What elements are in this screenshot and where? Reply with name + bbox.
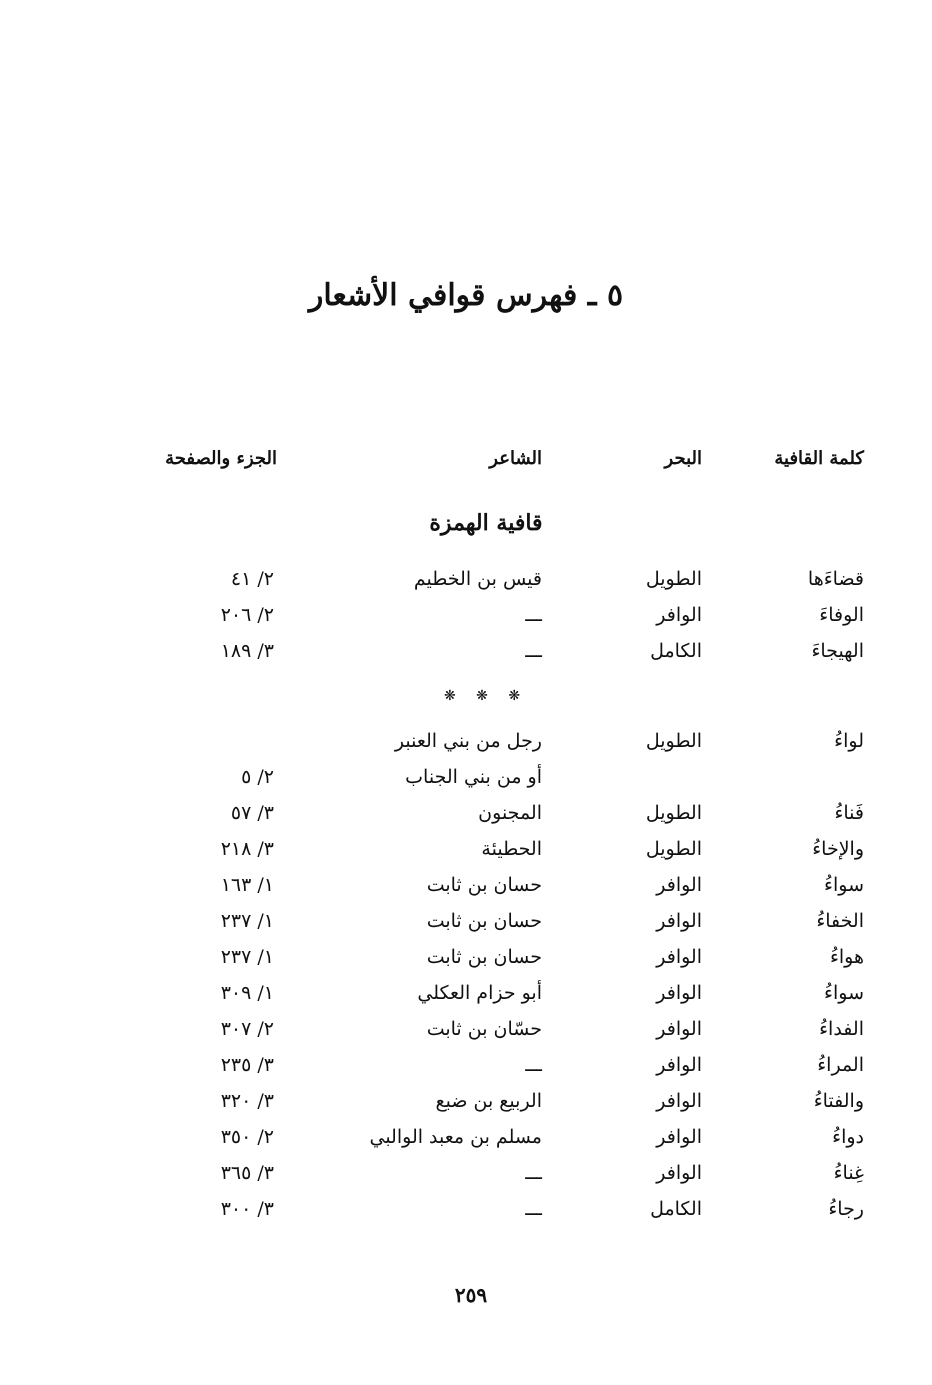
section-separator: ❋ ❋ ❋ (443, 688, 529, 704)
rhyme-word: والإخاءُ (812, 838, 864, 860)
table-row (0, 1126, 932, 1158)
table-row (0, 1090, 932, 1122)
table-row (0, 730, 932, 762)
volume-page: ٢/ ٣٥٠ (220, 1126, 274, 1148)
rhyme-word: رجاءُ (828, 1198, 864, 1220)
meter: الوافر (656, 874, 702, 896)
volume-page: ٢/ ٥ (241, 766, 274, 788)
meter: الوافر (656, 1054, 702, 1076)
table-row (0, 874, 932, 906)
volume-page: ١/ ٢٣٧ (220, 946, 274, 968)
rhyme-word: فَناءُ (834, 802, 864, 824)
poet: حسّان بن ثابت (426, 1018, 542, 1040)
meter: الطويل (645, 730, 702, 752)
header-rhyme-word: كلمة القافية (774, 448, 864, 469)
page-number: ٢٥٩ (454, 1283, 488, 1307)
volume-page: ٣/ ٢٣٥ (220, 1054, 274, 1076)
poet: حسان بن ثابت (426, 910, 542, 932)
volume-page: ٣/ ٣٦٥ (220, 1162, 274, 1184)
rhyme-word: لواءُ (834, 730, 864, 752)
rhyme-word: والفتاءُ (813, 1090, 864, 1112)
table-row (0, 568, 932, 600)
rhyme-word: الفداءُ (819, 1018, 864, 1040)
volume-page: ٣/ ١٨٩ (220, 640, 274, 662)
rhyme-word: الخفاءُ (816, 910, 864, 932)
rhyme-word: غِناءُ (833, 1162, 864, 1184)
volume-page: ٣/ ٣٢٠ (220, 1090, 274, 1112)
volume-page: ١/ ١٦٣ (220, 874, 274, 896)
poet: الحطيئة (481, 838, 542, 860)
poet: رجل من بني العنبر (394, 730, 542, 752)
poet: أبو حزام العكلي (417, 982, 542, 1004)
poet: قيس بن الخطيم (413, 568, 542, 590)
table-row (0, 838, 932, 870)
volume-page: ٢/ ٤١ (230, 568, 274, 590)
poet: حسان بن ثابت (426, 946, 542, 968)
table-row (0, 604, 932, 636)
poet: ـــ (525, 1198, 542, 1220)
table-row (0, 766, 932, 798)
meter: الطويل (645, 802, 702, 824)
meter: الكامل (650, 640, 702, 662)
volume-page: ٣/ ٢١٨ (220, 838, 274, 860)
table-row (0, 1018, 932, 1050)
table-row (0, 640, 932, 672)
table-row (0, 910, 932, 942)
header-volume-page: الجزء والصفحة (165, 448, 277, 469)
poet: ـــ (525, 604, 542, 626)
rhyme-word: دواءُ (832, 1126, 864, 1148)
rhyme-word: هواءُ (829, 946, 864, 968)
table-row (0, 1162, 932, 1194)
page-title: ٥ ـ فهرس قوافي الأشعار (308, 278, 624, 313)
poet: ـــ (525, 1162, 542, 1184)
volume-page: ١/ ٢٣٧ (220, 910, 274, 932)
meter: الوافر (656, 604, 702, 626)
meter: الوافر (656, 1126, 702, 1148)
rhyme-word: الوفاءَ (819, 604, 864, 626)
table-row (0, 982, 932, 1014)
column-headers (0, 448, 932, 482)
meter: الوافر (656, 1090, 702, 1112)
section-title: قافية الهمزة (429, 510, 543, 536)
header-poet: الشاعر (489, 448, 542, 469)
volume-page: ٣/ ٥٧ (230, 802, 274, 824)
table-row (0, 1054, 932, 1086)
meter: الوافر (656, 1018, 702, 1040)
volume-page: ٣/ ٣٠٠ (220, 1198, 274, 1220)
table-row (0, 946, 932, 978)
rhyme-word: الهيجاءَ (811, 640, 864, 662)
table-row (0, 1198, 932, 1230)
header-meter: البحر (664, 448, 702, 469)
poet: ـــ (525, 640, 542, 662)
meter: الوافر (656, 946, 702, 968)
poet: أو من بني الجناب (405, 766, 542, 788)
poet: الربيع بن ضبع (435, 1090, 542, 1112)
volume-page: ٢/ ٣٠٧ (220, 1018, 274, 1040)
meter: الطويل (645, 838, 702, 860)
rhyme-word: قضاءَها (807, 568, 864, 590)
rhyme-word: المراءُ (817, 1054, 864, 1076)
poet: مسلم بن معبد الوالبي (369, 1126, 542, 1148)
meter: الوافر (656, 1162, 702, 1184)
table-row (0, 802, 932, 834)
rhyme-word: سواءُ (824, 874, 864, 896)
poet: ـــ (525, 1054, 542, 1076)
meter: الطويل (645, 568, 702, 590)
poet: حسان بن ثابت (426, 874, 542, 896)
poet: المجنون (478, 802, 542, 824)
rhyme-word: سواءُ (824, 982, 864, 1004)
volume-page: ٢/ ٢٠٦ (220, 604, 274, 626)
volume-page: ١/ ٣٠٩ (220, 982, 274, 1004)
meter: الوافر (656, 910, 702, 932)
meter: الوافر (656, 982, 702, 1004)
meter: الكامل (650, 1198, 702, 1220)
